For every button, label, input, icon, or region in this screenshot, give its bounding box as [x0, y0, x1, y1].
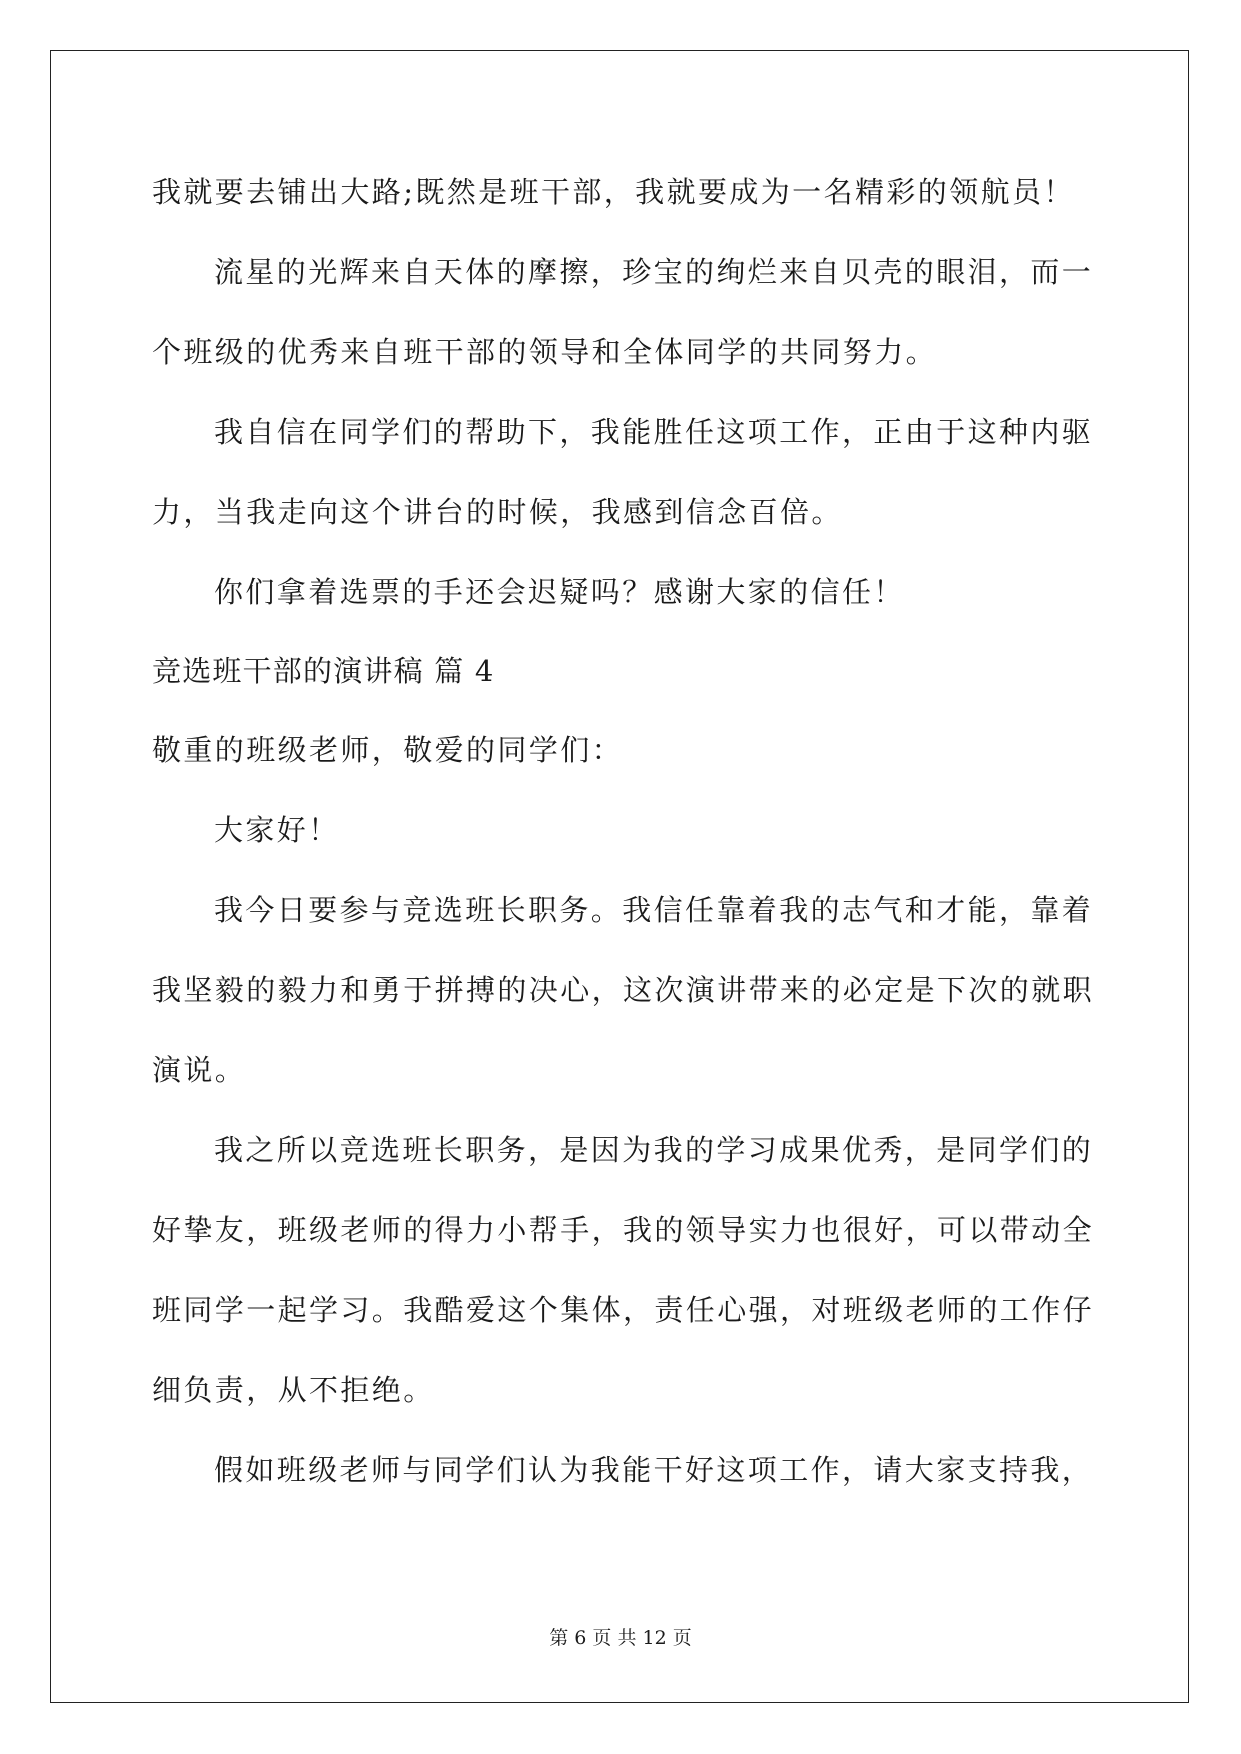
paragraph-start-line: 我自信在同学们的帮助下，我能胜任这项工作，正由于这种内驱	[214, 415, 1094, 449]
paragraph-start-line: 你们拿着选票的手还会迟疑吗？感谢大家的信任！	[214, 575, 905, 609]
paragraph-start-line: 我今日要参与竞选班长职务。我信任靠着我的志气和才能，靠着	[214, 893, 1094, 927]
text-line: 细负责，从不拒绝。	[152, 1373, 435, 1407]
text-line: 演说。	[152, 1053, 247, 1087]
paragraph-start-line: 流星的光辉来自天体的摩擦，珍宝的绚烂来自贝壳的眼泪，而一	[214, 255, 1094, 289]
text-line: 我坚毅的毅力和勇于拼搏的决心，这次演讲带来的必定是下次的就职	[152, 973, 1095, 1007]
greeting: 大家好！	[214, 813, 340, 847]
text-line: 我就要去铺出大路;既然是班干部，我就要成为一名精彩的领航员！	[152, 175, 1075, 209]
page-number-footer: 第 6 页 共 12 页	[549, 1627, 692, 1649]
text-line: 好挚友，班级老师的得力小帮手，我的领导实力也很好，可以带动全	[152, 1213, 1095, 1247]
text-line: 班同学一起学习。我酷爱这个集体，责任心强，对班级老师的工作仔	[152, 1293, 1095, 1327]
paragraph-start-line: 假如班级老师与同学们认为我能干好这项工作，请大家支持我，	[214, 1453, 1094, 1487]
text-line: 力，当我走向这个讲台的时候，我感到信念百倍。	[152, 495, 843, 529]
section-heading: 竞选班干部的演讲稿 篇 4	[152, 654, 495, 688]
text-line: 个班级的优秀来自班干部的领导和全体同学的共同努力。	[152, 335, 938, 369]
salutation: 敬重的班级老师，敬爱的同学们：	[152, 733, 624, 767]
paragraph-start-line: 我之所以竞选班长职务，是因为我的学习成果优秀，是同学们的	[214, 1133, 1094, 1167]
